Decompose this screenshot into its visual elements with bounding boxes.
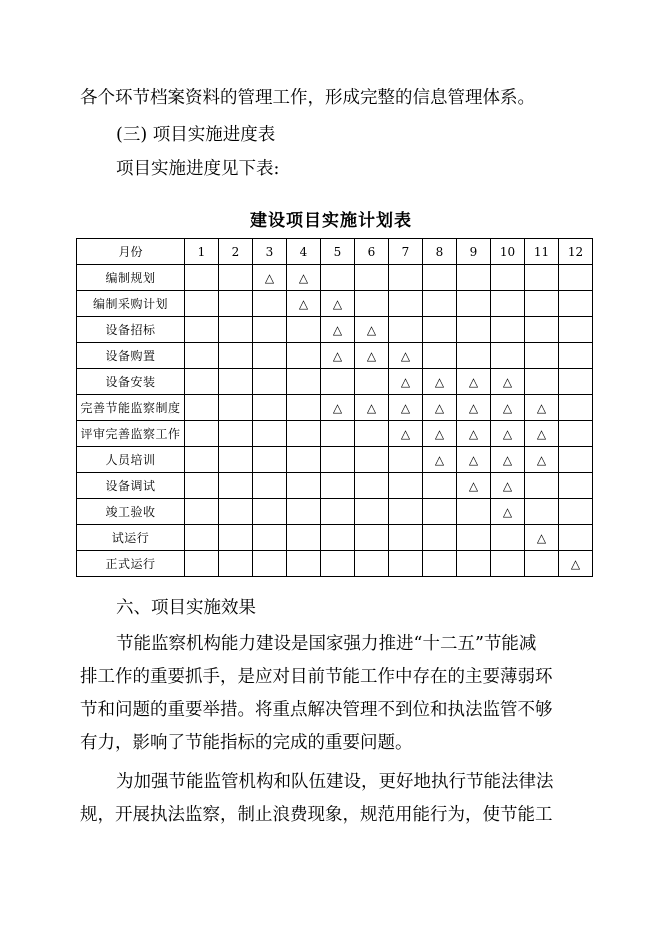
schedule-mark: △ [355, 317, 389, 343]
table-cell [423, 291, 457, 317]
table-cell [355, 421, 389, 447]
task-label: 设备安装 [77, 369, 185, 395]
table-cell [559, 343, 593, 369]
schedule-mark: △ [525, 525, 559, 551]
table-cell [559, 525, 593, 551]
table-cell [389, 265, 423, 291]
schedule-mark: △ [423, 395, 457, 421]
table-cell [321, 499, 355, 525]
table-cell [185, 265, 219, 291]
table-cell [219, 265, 253, 291]
table-header-row [77, 239, 593, 265]
table-cell [321, 473, 355, 499]
schedule-mark: △ [423, 369, 457, 395]
table-cell [423, 317, 457, 343]
table-cell [321, 447, 355, 473]
table-cell [389, 525, 423, 551]
table-cell [355, 369, 389, 395]
table-cell [389, 317, 423, 343]
task-label: 设备招标 [77, 317, 185, 343]
table-cell [321, 265, 355, 291]
schedule-mark: △ [457, 447, 491, 473]
table-cell [185, 369, 219, 395]
table-cell [321, 369, 355, 395]
table-cell [423, 499, 457, 525]
table-cell [559, 265, 593, 291]
table-cell [525, 343, 559, 369]
schedule-mark: △ [389, 395, 423, 421]
text-line: 项目实施进度见下表: [116, 159, 280, 179]
table-row [77, 291, 593, 317]
table-row [77, 473, 593, 499]
table-cell [491, 525, 525, 551]
table-cell [253, 343, 287, 369]
table-cell [219, 291, 253, 317]
task-label: 人员培训 [77, 447, 185, 473]
table-cell [253, 473, 287, 499]
table-row [77, 551, 593, 577]
text-line: 排工作的重要抓手，是应对目前节能工作中存在的主要薄弱环 [80, 667, 553, 687]
table-cell [423, 525, 457, 551]
month-header: 6 [355, 239, 389, 265]
table-cell [423, 473, 457, 499]
table-cell [559, 499, 593, 525]
schedule-mark: △ [457, 421, 491, 447]
table-cell [525, 265, 559, 291]
table-cell [525, 291, 559, 317]
table-cell [287, 447, 321, 473]
table-row [77, 369, 593, 395]
table-cell [389, 447, 423, 473]
schedule-mark: △ [321, 291, 355, 317]
table-cell [491, 343, 525, 369]
schedule-mark: △ [491, 395, 525, 421]
table-cell [219, 525, 253, 551]
table-cell [457, 525, 491, 551]
table-row [77, 447, 593, 473]
schedule-mark: △ [457, 369, 491, 395]
table-cell [253, 525, 287, 551]
table-cell [389, 499, 423, 525]
table-cell [525, 317, 559, 343]
month-header: 5 [321, 239, 355, 265]
subsection-heading: (三) 项目实施进度表 [116, 125, 276, 145]
text-line: 规，开展执法监察，制止浪费现象，规范用能行为，使节能工 [80, 805, 553, 825]
table-cell [491, 291, 525, 317]
table-cell [423, 551, 457, 577]
text-line: 节和问题的重要举措。将重点解决管理不到位和执法监管不够 [80, 700, 553, 720]
table-row [77, 499, 593, 525]
table-cell [185, 421, 219, 447]
month-header: 7 [389, 239, 423, 265]
header-label: 月份 [77, 239, 185, 265]
schedule-mark: △ [525, 421, 559, 447]
task-label: 设备购置 [77, 343, 185, 369]
schedule-mark: △ [457, 395, 491, 421]
table-cell [219, 447, 253, 473]
text-line: 有力，影响了节能指标的完成的重要问题。 [80, 733, 413, 753]
table-cell [389, 551, 423, 577]
month-header: 10 [491, 239, 525, 265]
table-cell [253, 447, 287, 473]
table-cell [457, 291, 491, 317]
table-cell [219, 551, 253, 577]
table-cell [355, 551, 389, 577]
schedule-mark: △ [423, 447, 457, 473]
table-cell [355, 525, 389, 551]
schedule-mark: △ [491, 421, 525, 447]
table-cell [491, 317, 525, 343]
table-cell [525, 369, 559, 395]
task-label: 编制规划 [77, 265, 185, 291]
table-cell [185, 499, 219, 525]
table-cell [287, 551, 321, 577]
table-cell [559, 369, 593, 395]
table-cell [253, 369, 287, 395]
table-cell [185, 447, 219, 473]
table-cell [321, 551, 355, 577]
table-row [77, 395, 593, 421]
table-cell [185, 525, 219, 551]
table-cell [457, 499, 491, 525]
table-cell [457, 265, 491, 291]
table-cell [355, 447, 389, 473]
table-cell [355, 291, 389, 317]
text-line: 为加强节能监管机构和队伍建设，更好地执行节能法律法 [116, 772, 554, 792]
table-cell [185, 343, 219, 369]
table-cell [219, 421, 253, 447]
table-cell [219, 499, 253, 525]
text-line: 节能监察机构能力建设是国家强力推进“十二五”节能减 [116, 634, 537, 654]
task-label: 完善节能监察制度 [77, 395, 185, 421]
table-cell [253, 395, 287, 421]
task-label: 评审完善监察工作 [77, 421, 185, 447]
task-label: 正式运行 [77, 551, 185, 577]
table-cell [389, 291, 423, 317]
table-cell [287, 369, 321, 395]
table-cell [185, 317, 219, 343]
schedule-table [76, 238, 593, 577]
table-cell [287, 499, 321, 525]
table-cell [185, 395, 219, 421]
month-header: 9 [457, 239, 491, 265]
table-cell [219, 369, 253, 395]
table-cell [525, 473, 559, 499]
schedule-mark: △ [491, 369, 525, 395]
table-cell [287, 317, 321, 343]
table-cell [355, 473, 389, 499]
schedule-mark: △ [389, 369, 423, 395]
table-cell [253, 551, 287, 577]
table-cell [219, 343, 253, 369]
table-cell [389, 473, 423, 499]
month-header: 4 [287, 239, 321, 265]
month-header: 1 [185, 239, 219, 265]
table-cell [287, 343, 321, 369]
table-cell [355, 265, 389, 291]
month-header: 12 [559, 239, 593, 265]
schedule-mark: △ [355, 395, 389, 421]
table-cell [253, 499, 287, 525]
table-caption: 建设项目实施计划表 [250, 211, 412, 231]
table-cell [287, 421, 321, 447]
table-cell [355, 499, 389, 525]
table-cell [525, 499, 559, 525]
section-heading: 六、项目实施效果 [116, 598, 256, 618]
schedule-mark: △ [389, 343, 423, 369]
table-cell [219, 395, 253, 421]
schedule-mark: △ [389, 421, 423, 447]
table-cell [491, 265, 525, 291]
schedule-mark: △ [457, 473, 491, 499]
table-cell [287, 473, 321, 499]
schedule-mark: △ [525, 447, 559, 473]
table-cell [253, 421, 287, 447]
schedule-mark: △ [491, 447, 525, 473]
table-cell [321, 421, 355, 447]
table-cell [253, 317, 287, 343]
month-header: 8 [423, 239, 457, 265]
table-cell [287, 395, 321, 421]
table-cell [559, 447, 593, 473]
table-cell [287, 525, 321, 551]
month-header: 11 [525, 239, 559, 265]
table-cell [185, 291, 219, 317]
text-line: 各个环节档案资料的管理工作，形成完整的信息管理体系。 [80, 88, 535, 108]
month-header: 3 [253, 239, 287, 265]
schedule-mark: △ [491, 499, 525, 525]
task-label: 竣工验收 [77, 499, 185, 525]
task-label: 试运行 [77, 525, 185, 551]
table-row [77, 421, 593, 447]
table-body [77, 265, 593, 577]
schedule-mark: △ [287, 265, 321, 291]
table-cell [457, 551, 491, 577]
table-cell [219, 317, 253, 343]
table-cell [219, 473, 253, 499]
schedule-mark: △ [525, 395, 559, 421]
table-cell [185, 551, 219, 577]
task-label: 设备调试 [77, 473, 185, 499]
task-label: 编制采购计划 [77, 291, 185, 317]
table-cell [321, 525, 355, 551]
table-cell [491, 551, 525, 577]
schedule-mark: △ [253, 265, 287, 291]
schedule-mark: △ [321, 343, 355, 369]
table-cell [253, 291, 287, 317]
schedule-mark: △ [321, 317, 355, 343]
schedule-mark: △ [355, 343, 389, 369]
month-header: 2 [219, 239, 253, 265]
table-cell [559, 291, 593, 317]
schedule-mark: △ [491, 473, 525, 499]
schedule-mark: △ [287, 291, 321, 317]
table-cell [559, 317, 593, 343]
schedule-mark: △ [423, 421, 457, 447]
table-cell [559, 395, 593, 421]
table-cell [185, 473, 219, 499]
table-cell [423, 265, 457, 291]
table-cell [559, 473, 593, 499]
table-cell [457, 317, 491, 343]
schedule-mark: △ [559, 551, 593, 577]
table-cell [559, 421, 593, 447]
table-row [77, 343, 593, 369]
table-cell [525, 551, 559, 577]
table-cell [423, 343, 457, 369]
table-row [77, 317, 593, 343]
table-row [77, 265, 593, 291]
table-cell [457, 343, 491, 369]
table-row [77, 525, 593, 551]
schedule-mark: △ [321, 395, 355, 421]
